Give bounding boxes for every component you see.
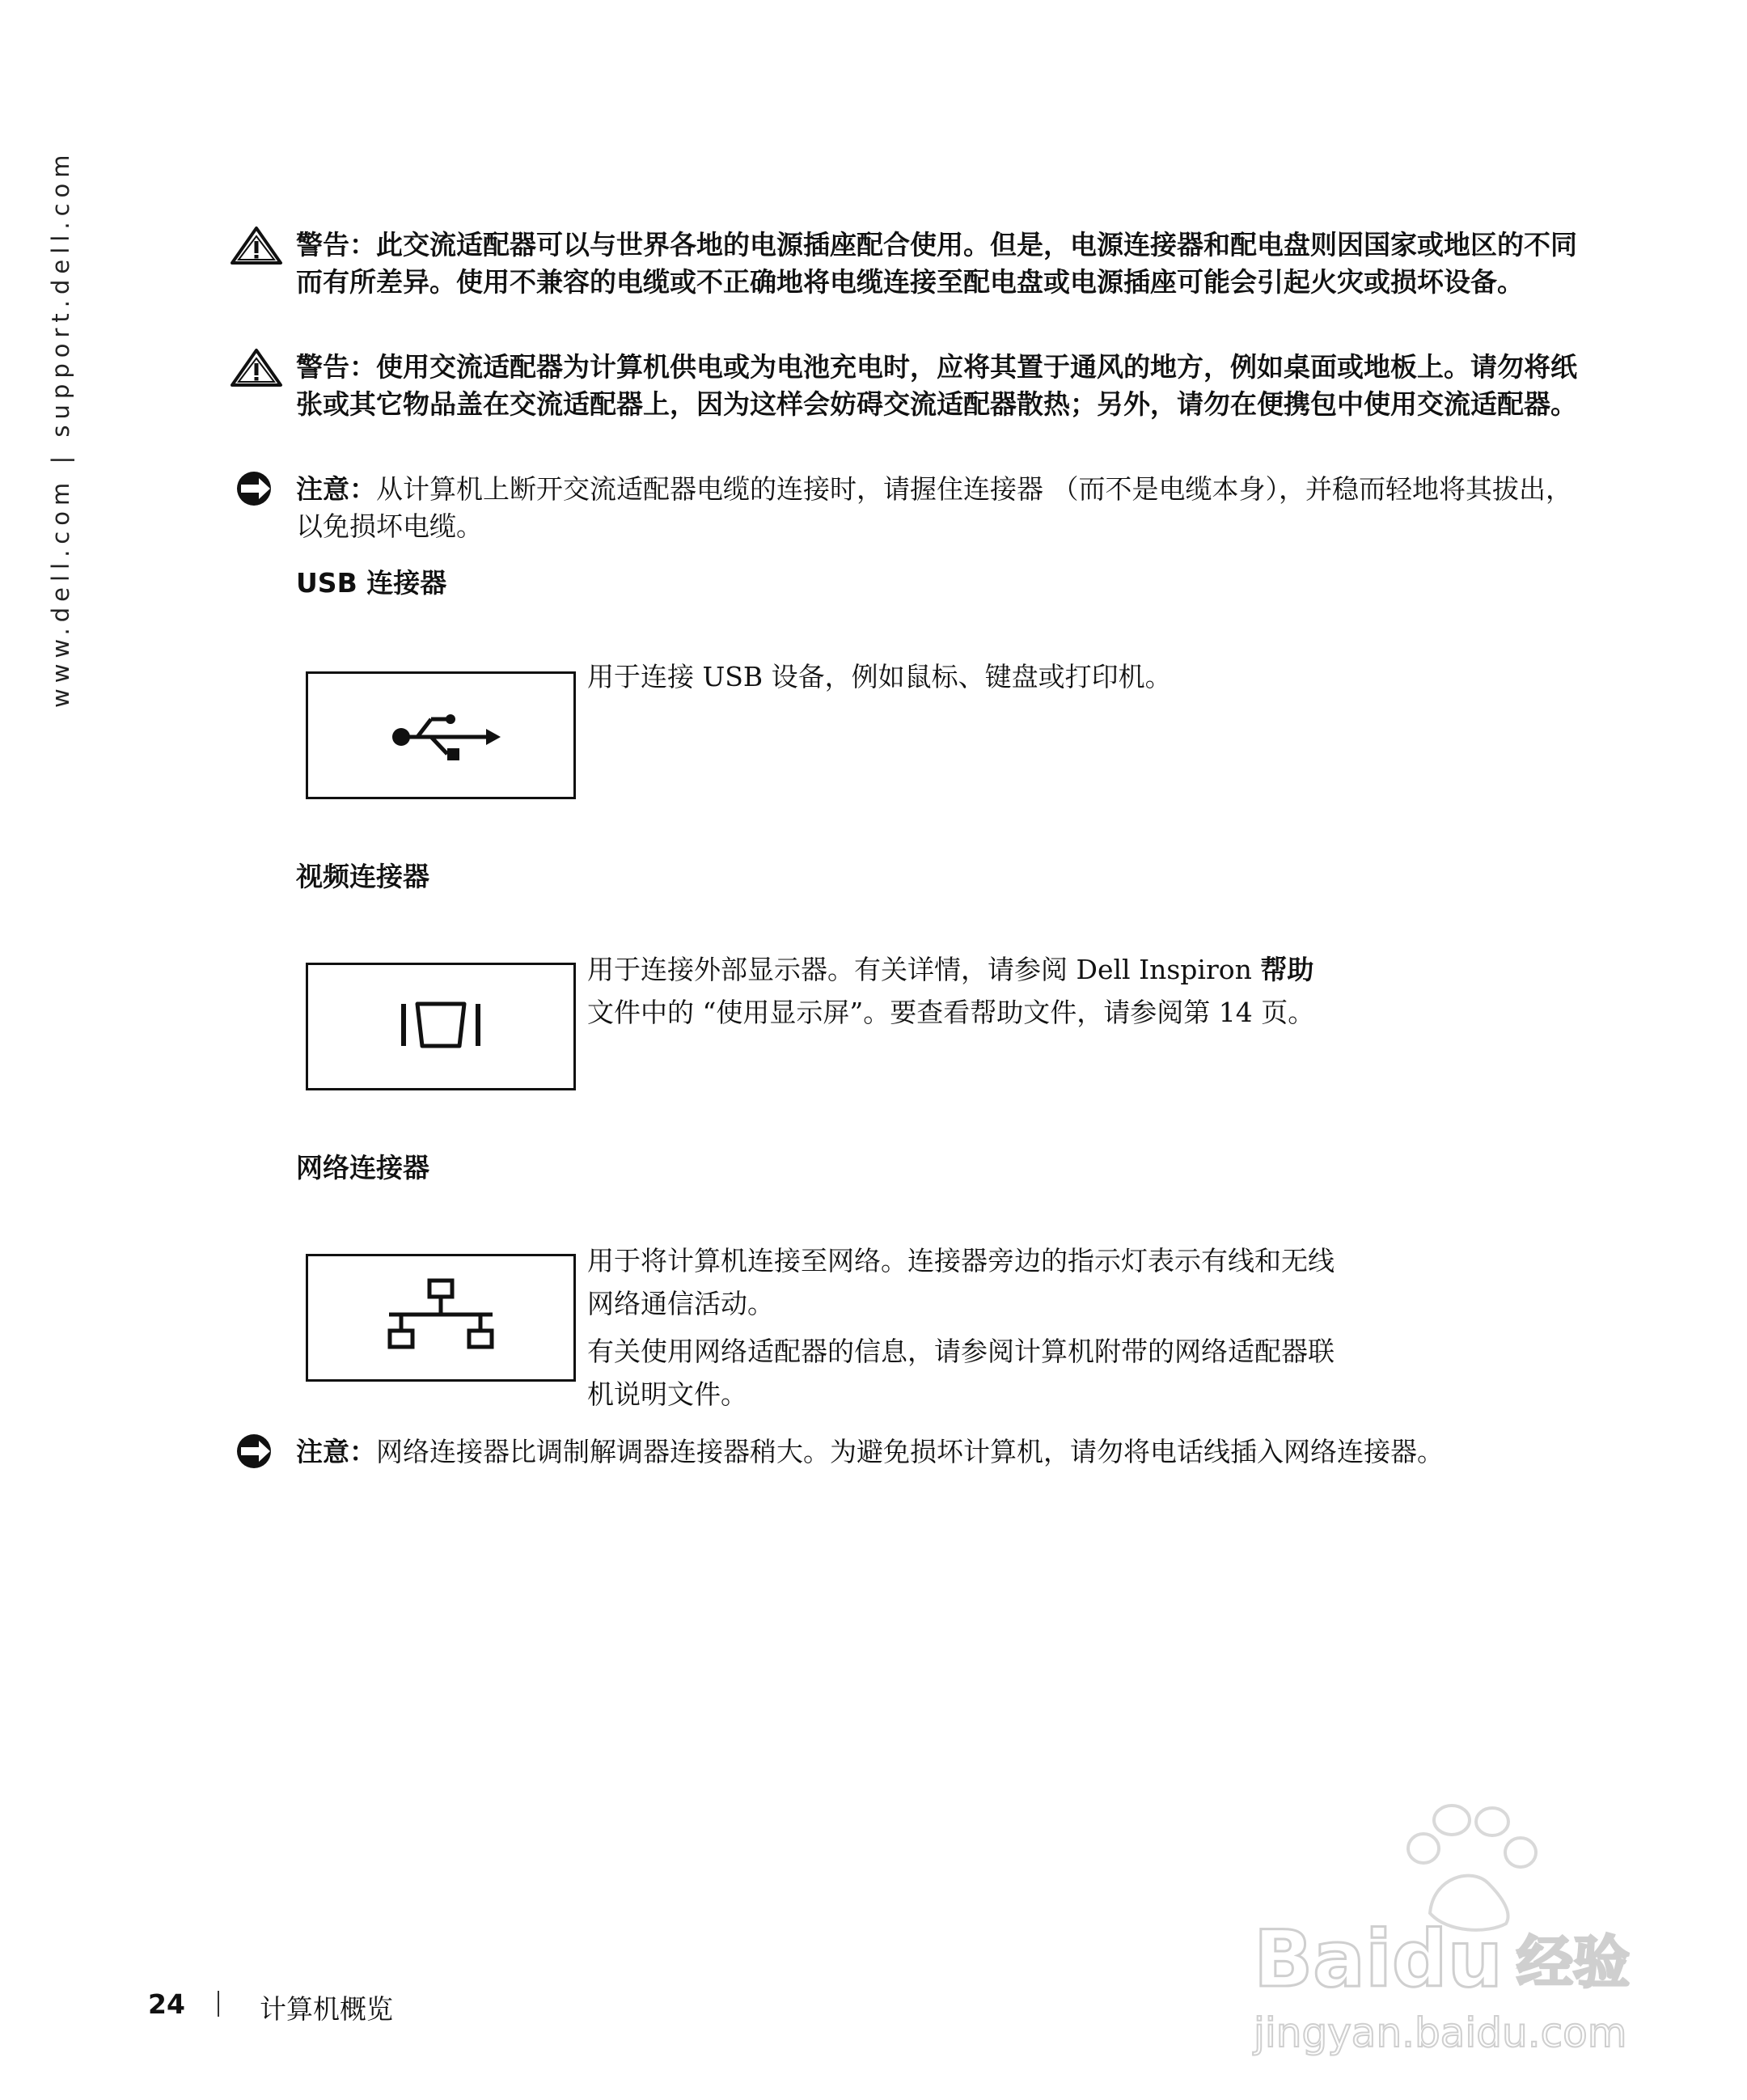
warning-triangle-icon <box>230 347 283 397</box>
baidu-paw-logo-icon <box>1246 1804 1666 2071</box>
description-paragraph: 用于连接 USB 设备，例如鼠标、键盘或打印机。 <box>587 661 1172 692</box>
warning-triangle-icon <box>230 225 283 275</box>
notice-text: 从计算机上断开交流适配器电缆的连接时，请握住连接器 （而不是电缆本身），并稳而轻地将其拔出，以免损坏电缆。 <box>296 473 1572 542</box>
notice-text: 使用交流适配器为计算机供电或为电池充电时，应将其置于通风的地方，例如桌面或地板上。请勿将纸张或其它物品盖在交流适配器上，因为这样会妨碍交流适配器散热；另外，请勿在便携包中使用交流适配器。 <box>296 351 1577 420</box>
network-connector-box <box>306 1254 576 1382</box>
usb-description <box>587 655 1335 703</box>
chapter-title: 计算机概览 <box>260 1993 393 2025</box>
usb-connector-box <box>306 671 576 799</box>
warning-notice-2 <box>296 349 1582 423</box>
network-icon <box>308 1256 573 1379</box>
caution-notice-1 <box>296 471 1582 545</box>
baidu-watermark <box>1246 1804 1666 2074</box>
network-description <box>587 1239 1335 1420</box>
page-number: 24 <box>148 1988 185 2020</box>
watermark-product-text: 经验 <box>1516 1929 1630 1996</box>
usb-icon <box>308 674 573 797</box>
side-url: www.dell.com | support.dell.com <box>47 149 74 708</box>
description-paragraph <box>587 948 1335 1034</box>
video-port-icon <box>308 965 573 1088</box>
notice-label: 注意： <box>296 1436 376 1467</box>
section-heading-usb: USB 连接器 <box>296 567 447 599</box>
video-connector-box <box>306 963 576 1090</box>
notice-hand-icon <box>230 469 278 519</box>
help-bold-text: 帮助 <box>1260 954 1314 985</box>
notice-label: 注意： <box>296 473 376 505</box>
notice-text: 网络连接器比调制解调器连接器稍大。为避免损坏计算机，请勿将电话线插入网络连接器。 <box>376 1436 1444 1467</box>
caution-notice-2 <box>296 1433 1582 1471</box>
warning-notice-1 <box>296 227 1582 301</box>
section-heading-video: 视频连接器 <box>296 861 429 892</box>
notice-label: 警告： <box>296 351 376 383</box>
section-heading-network: 网络连接器 <box>296 1152 429 1183</box>
description-paragraph: 有关使用网络适配器的信息，请参阅计算机附带的网络适配器联机说明文件。 <box>587 1336 1335 1410</box>
watermark-url-text: jingyan.baidu.com <box>1254 2009 1627 2056</box>
notice-label: 警告： <box>296 229 376 260</box>
description-text: 用于连接外部显示器。有关详情，请参阅 Dell Inspiron <box>587 954 1261 985</box>
notice-text: 此交流适配器可以与世界各地的电源插座配合使用。但是，电源连接器和配电盘则因国家或地区的不同而有所差异。使用不兼容的电缆或不正确地将电缆连接至配电盘或电源插座可能会引起火灾或损坏设备。 <box>296 229 1577 298</box>
description-paragraph: 用于将计算机连接至网络。连接器旁边的指示灯表示有线和无线网络通信活动。 <box>587 1245 1335 1319</box>
watermark-brand-text: Baidu <box>1254 1914 1503 2005</box>
notice-hand-icon <box>230 1432 278 1482</box>
footer-separator <box>218 1991 219 2017</box>
video-description <box>587 948 1335 1039</box>
description-text: 文件中的 “使用显示屏”。要查看帮助文件，请参阅第 14 页。 <box>587 997 1315 1028</box>
